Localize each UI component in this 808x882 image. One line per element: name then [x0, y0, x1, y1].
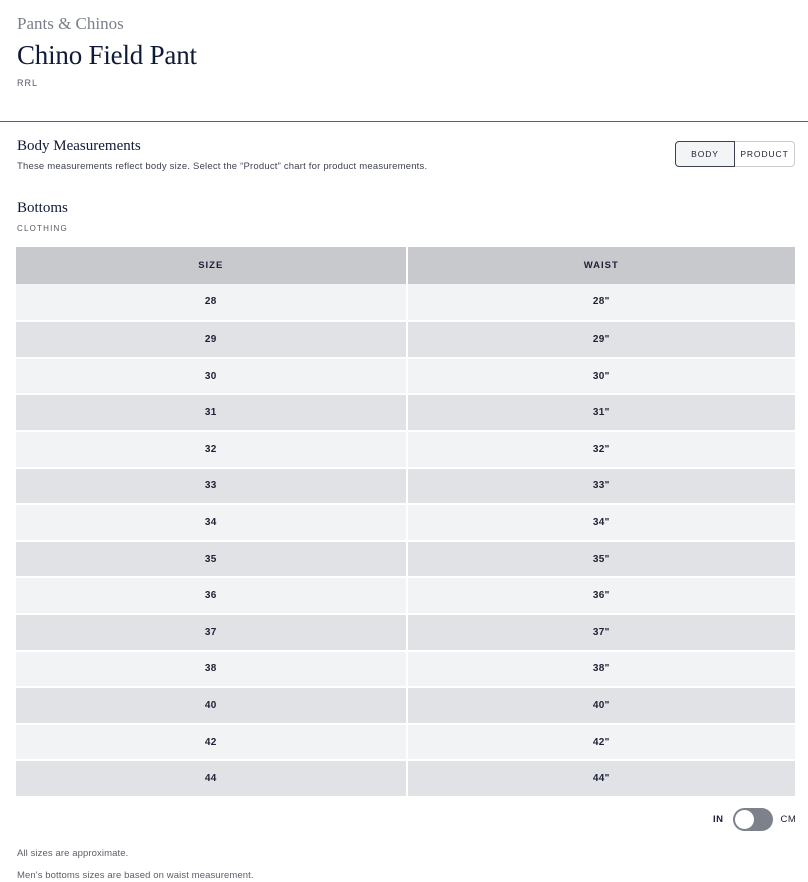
table-row [16, 467, 795, 504]
unit-switch-knob [735, 810, 754, 829]
table-row [16, 430, 795, 467]
size-cell: 29 [16, 322, 406, 357]
size-chart-table [16, 247, 795, 796]
table-row [16, 503, 795, 540]
table-row [16, 284, 795, 321]
header-divider [0, 121, 808, 122]
waist-cell: 38" [406, 652, 796, 687]
product-chart-button[interactable]: PRODUCT [735, 141, 795, 167]
table-row [16, 759, 795, 796]
section-description: These measurements reflect body size. Select the “Product” chart for product measurements. [17, 161, 428, 172]
size-cell: 34 [16, 505, 406, 540]
section-title: Body Measurements [17, 138, 141, 154]
waist-cell: 42" [406, 725, 796, 760]
size-cell: 38 [16, 652, 406, 687]
waist-cell: 31" [406, 395, 796, 430]
table-row [16, 357, 795, 394]
unit-label-cm[interactable]: CM [780, 814, 797, 825]
table-body [16, 284, 795, 796]
note-approximate: All sizes are approximate. [17, 848, 129, 859]
table-subtitle: CLOTHING [17, 224, 68, 233]
waist-cell: 29" [406, 322, 796, 357]
unit-label-in[interactable]: IN [713, 814, 724, 825]
product-header [17, 14, 197, 88]
table-row [16, 320, 795, 357]
body-chart-button[interactable]: BODY [675, 141, 735, 167]
waist-cell: 28" [406, 284, 796, 321]
size-cell: 32 [16, 432, 406, 467]
size-cell: 35 [16, 542, 406, 577]
column-header-size: SIZE [16, 247, 406, 284]
waist-cell: 36" [406, 578, 796, 613]
table-row [16, 723, 795, 760]
table-row [16, 650, 795, 687]
size-cell: 30 [16, 359, 406, 394]
size-cell: 28 [16, 284, 406, 321]
table-header-row [16, 247, 795, 284]
product-brand: RRL [17, 78, 39, 88]
unit-switch[interactable] [733, 808, 773, 831]
size-cell: 37 [16, 615, 406, 650]
waist-cell: 44" [406, 761, 796, 796]
note-waist-basis: Men's bottoms sizes are based on waist measurement. [17, 870, 254, 881]
table-title: Bottoms [17, 200, 68, 216]
table-row [16, 576, 795, 613]
waist-cell: 40" [406, 688, 796, 723]
size-cell: 31 [16, 395, 406, 430]
table-row [16, 613, 795, 650]
unit-toggle [713, 808, 796, 831]
waist-cell: 35" [406, 542, 796, 577]
waist-cell: 37" [406, 615, 796, 650]
table-row [16, 540, 795, 577]
size-cell: 36 [16, 578, 406, 613]
table-row [16, 686, 795, 723]
size-cell: 44 [16, 761, 406, 796]
waist-cell: 33" [406, 469, 796, 504]
waist-cell: 30" [406, 359, 796, 394]
waist-cell: 34" [406, 505, 796, 540]
waist-cell: 32" [406, 432, 796, 467]
size-cell: 40 [16, 688, 406, 723]
product-category: Pants & Chinos [17, 14, 124, 33]
size-cell: 33 [16, 469, 406, 504]
size-cell: 42 [16, 725, 406, 760]
table-row [16, 393, 795, 430]
column-header-waist: WAIST [406, 247, 796, 284]
product-title: Chino Field Pant [17, 40, 197, 70]
chart-type-toggle [675, 141, 795, 167]
